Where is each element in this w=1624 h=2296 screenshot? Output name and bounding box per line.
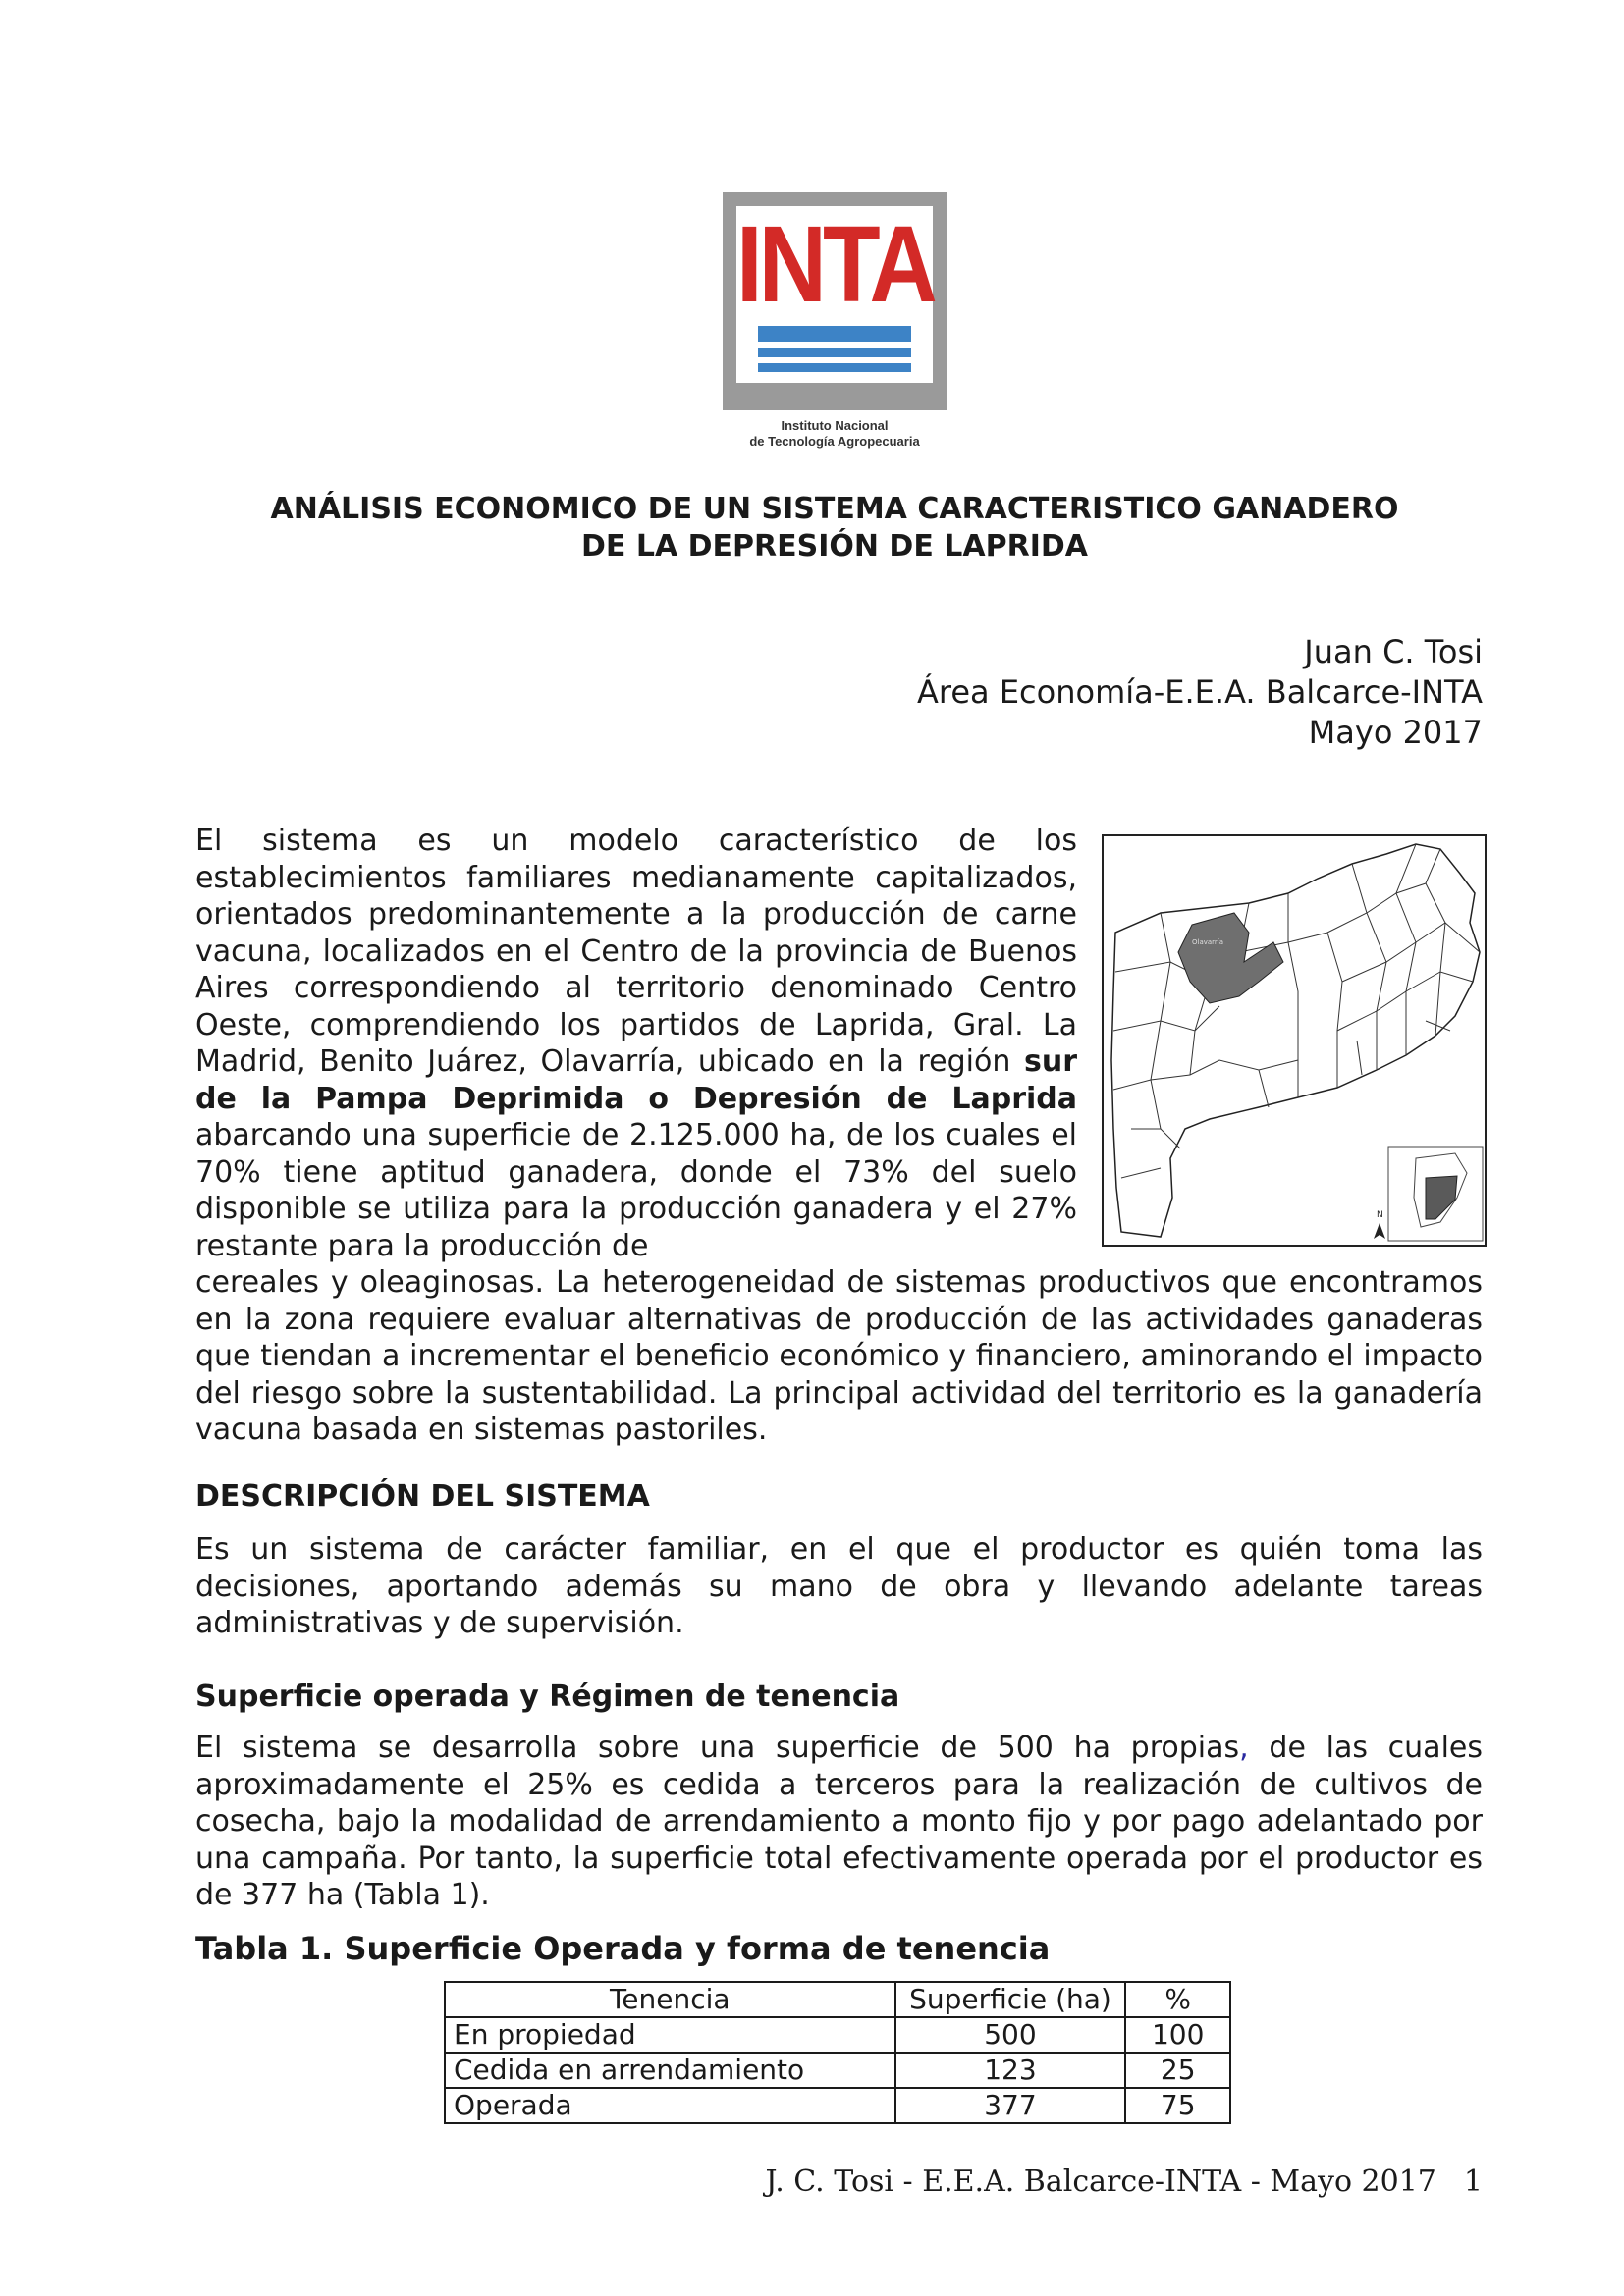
author-block <box>917 632 1483 753</box>
logo-wordmark: INTA <box>736 203 934 325</box>
inta-logo <box>723 192 947 455</box>
logo-bar <box>758 326 911 342</box>
intro-bold-region: sur de la Pampa Deprimida o Depresión de Laprida <box>195 1044 1077 1116</box>
table-cell: Operada <box>445 2088 895 2123</box>
intro-text-part1: El sistema es un modelo característico de los establecimientos familiares medianamente capitalizados, orientados predominantemente a la producción de carne vacuna, localizados en el Centro de la provincia de Buenos Aires correspondiendo al territorio denominado Centro Oeste, comprendiendo los partidos de Laprida, Gral. La Madrid, Benito Juárez, Olavarría, ubicado en la región <box>195 824 1077 1079</box>
intro-text-part2: abarcando una superficie de 2.125.000 ha, de los cuales el 70% tiene aptitud ganadera, donde el 73% del suelo disponible se utiliza para la producción ganadera y el 27% restante para la producción de <box>195 1118 1077 1263</box>
north-label: N <box>1377 1210 1383 1220</box>
author-affiliation: Área Economía-E.E.A. Balcarce-INTA <box>917 673 1483 711</box>
table-row <box>445 2053 1230 2088</box>
intro-text-part3: cereales y oleaginosas. La heterogeneidad de sistemas productivos que encontramos en la zona requiere evaluar alternativas de producción de las actividades ganaderas que tiendan a incrementar el beneficio económico y financiero, aminorando el impacto del riesgo sobre la sustentabilidad. La principal actividad del territorio es la ganadería vacuna basada en sistemas pastoriles. <box>195 1265 1483 1447</box>
logo-subtitle <box>723 418 947 450</box>
table-header-cell: % <box>1125 1982 1230 2017</box>
table-header-row <box>445 1982 1230 2017</box>
intro-left-column <box>195 823 1077 1264</box>
table-cell: 75 <box>1125 2088 1230 2123</box>
logo-subtitle-line1: Instituto Nacional <box>781 418 889 433</box>
author-date: Mayo 2017 <box>1308 714 1483 751</box>
table-cell: 25 <box>1125 2053 1230 2088</box>
page-footer <box>766 2163 1483 2201</box>
intro-wrapped-block <box>195 823 1483 1264</box>
table-cell: 123 <box>895 2053 1126 2088</box>
logo-bar <box>758 348 911 357</box>
table-row <box>445 2017 1230 2053</box>
footer-text: J. C. Tosi - E.E.A. Balcarce-INTA - Mayo 2017 <box>765 2164 1436 2199</box>
section-superficie-paragraph <box>195 1730 1483 1914</box>
tenure-table <box>444 1981 1231 2124</box>
table-caption: Tabla 1. Superficie Operada y forma de tenencia <box>195 1930 1051 1967</box>
logo-inner <box>736 203 934 383</box>
table-cell: Cedida en arrendamiento <box>445 2053 895 2088</box>
title-line1: ANÁLISIS ECONOMICO DE UN SISTEMA CARACTERISTICO GANADERO <box>270 492 1399 526</box>
author-name: Juan C. Tosi <box>1304 633 1483 670</box>
table-cell: 500 <box>895 2017 1126 2053</box>
highlight-label: Olavarría <box>1192 938 1224 946</box>
page-number: 1 <box>1463 2164 1483 2199</box>
table-cell: 377 <box>895 2088 1126 2123</box>
logo-bar <box>758 363 911 372</box>
table-cell: 100 <box>1125 2017 1230 2053</box>
section-heading-descripcion: DESCRIPCIÓN DEL SISTEMA <box>195 1479 650 1514</box>
document-title <box>157 491 1512 565</box>
superficie-comma: , <box>1239 1731 1249 1765</box>
title-line2: DE LA DEPRESIÓN DE LAPRIDA <box>581 529 1088 563</box>
section-descripcion-paragraph: Es un sistema de carácter familiar, en el que el productor es quién toma las decisiones, aportando además su mano de obra y llevando adelante tareas administrativas y de supervisión. <box>195 1532 1483 1640</box>
table-row <box>445 2088 1230 2123</box>
section-heading-superficie: Superficie operada y Régimen de tenencia <box>195 1680 900 1714</box>
table-cell: En propiedad <box>445 2017 895 2053</box>
intro-paragraph <box>195 823 1483 1449</box>
table-header-cell: Superficie (ha) <box>895 1982 1126 2017</box>
table-header-cell: Tenencia <box>445 1982 895 2017</box>
superficie-text-b: de las cuales aproximadamente el 25% es cedida a terceros para la realización de cultivos de cosecha, bajo la modalidad de arrendamiento a monto fijo y por pago adelantado por una campaña. Por tanto, la superficie total efectivamente operada por el productor es de 377 ha (Tabla 1). <box>195 1731 1483 1912</box>
superficie-text-a: El sistema se desarrolla sobre una superficie de 500 ha propias <box>195 1731 1240 1765</box>
logo-frame <box>723 192 947 410</box>
logo-subtitle-line2: de Tecnología Agropecuaria <box>749 434 920 449</box>
